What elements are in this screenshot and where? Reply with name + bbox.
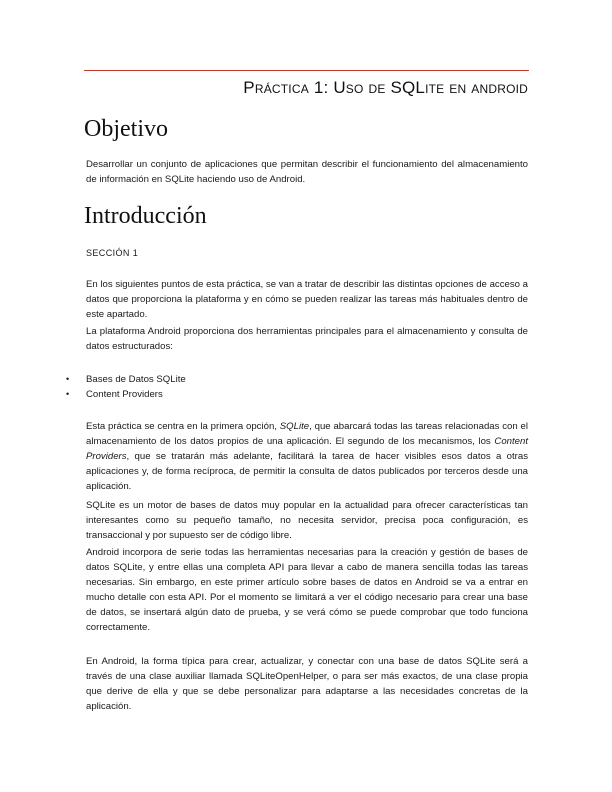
- intro-paragraph-4: SQLite es un motor de bases de datos muy popular en la actualidad para ofrecer características tan interesantes como su pequeño tamaño, no necesita servidor, precisa poca configuración, es transaccional y por supuesto ser de código libre.: [86, 500, 528, 542]
- bullet-list: [66, 372, 186, 402]
- text-run: , que se tratarán más adelante, facilitará la tarea de hacer visibles esos datos a otras aplicaciones y, de forma recíproca, de permitir la consulta de datos publicados por terceros desde una aplicación.: [86, 451, 528, 493]
- header-rule: [84, 70, 529, 71]
- intro-paragraph-1: En los siguientes puntos de esta práctica, se van a tratar de describir las distintas opciones de acceso a datos que proporciona la plataforma y en cómo se pueden realizar las tareas más habituales dentro de este apartado.: [86, 279, 528, 321]
- document-title: Práctica 1: Uso de SQLite en android: [243, 78, 528, 97]
- section-label: SECCIÓN 1: [86, 248, 139, 258]
- intro-paragraph-6: En Android, la forma típica para crear, actualizar, y conectar con una base de datos SQLite será a través de una clase auxiliar llamada SQLiteOpenHelper, o para ser más exactos, de una clase propia que derive de ella y que se debe personalizar para adaptarse a las necesidades concretas de la aplicación.: [86, 656, 528, 713]
- intro-paragraph-3: [86, 419, 528, 494]
- intro-paragraph-2: La plataforma Android proporciona dos herramientas principales para el almacenamiento y consulta de datos estructurados:: [86, 326, 528, 353]
- list-item-label: Content Providers: [86, 389, 163, 401]
- bullet-icon: •: [66, 389, 70, 400]
- bullet-icon: •: [66, 374, 70, 384]
- intro-paragraph-5: Android incorpora de serie todas las herramientas necesarias para la creación y gestión de bases de datos SQLite, y entre ellas una completa API para llevar a cabo de manera sencilla todas las tareas necesarias. Sin embargo, en este primer artículo sobre bases de datos en Android se va a entrar en mucho detalle con esta API. Por el momento se limitará a ver el código necesario para crear una base de datos, se insertará algún dato de prueba, y se verá cómo se puede comprobar que todo funciona correctamente.: [86, 547, 528, 634]
- list-item: [66, 387, 186, 402]
- text-run-italic: SQLite: [279, 421, 310, 432]
- list-item-label: Bases de Datos SQLite: [86, 374, 186, 385]
- heading-objetivo: Objetivo: [84, 116, 168, 142]
- objetivo-paragraph: Desarrollar un conjunto de aplicaciones que permitan describir el funcionamiento del almacenamiento de información en SQLite haciendo uso de Android.: [86, 159, 528, 186]
- list-item: [66, 372, 186, 387]
- heading-introduccion: Introducción: [84, 203, 207, 229]
- text-run: Esta práctica se centra en la primera opción,: [86, 421, 280, 432]
- text-run-italic: Content Providers: [86, 436, 528, 463]
- text-run: , que abarcará todas las tareas relacionadas con el almacenamiento de los datos propios de una aplicación. El segundo de los mecanismos, los: [86, 421, 528, 448]
